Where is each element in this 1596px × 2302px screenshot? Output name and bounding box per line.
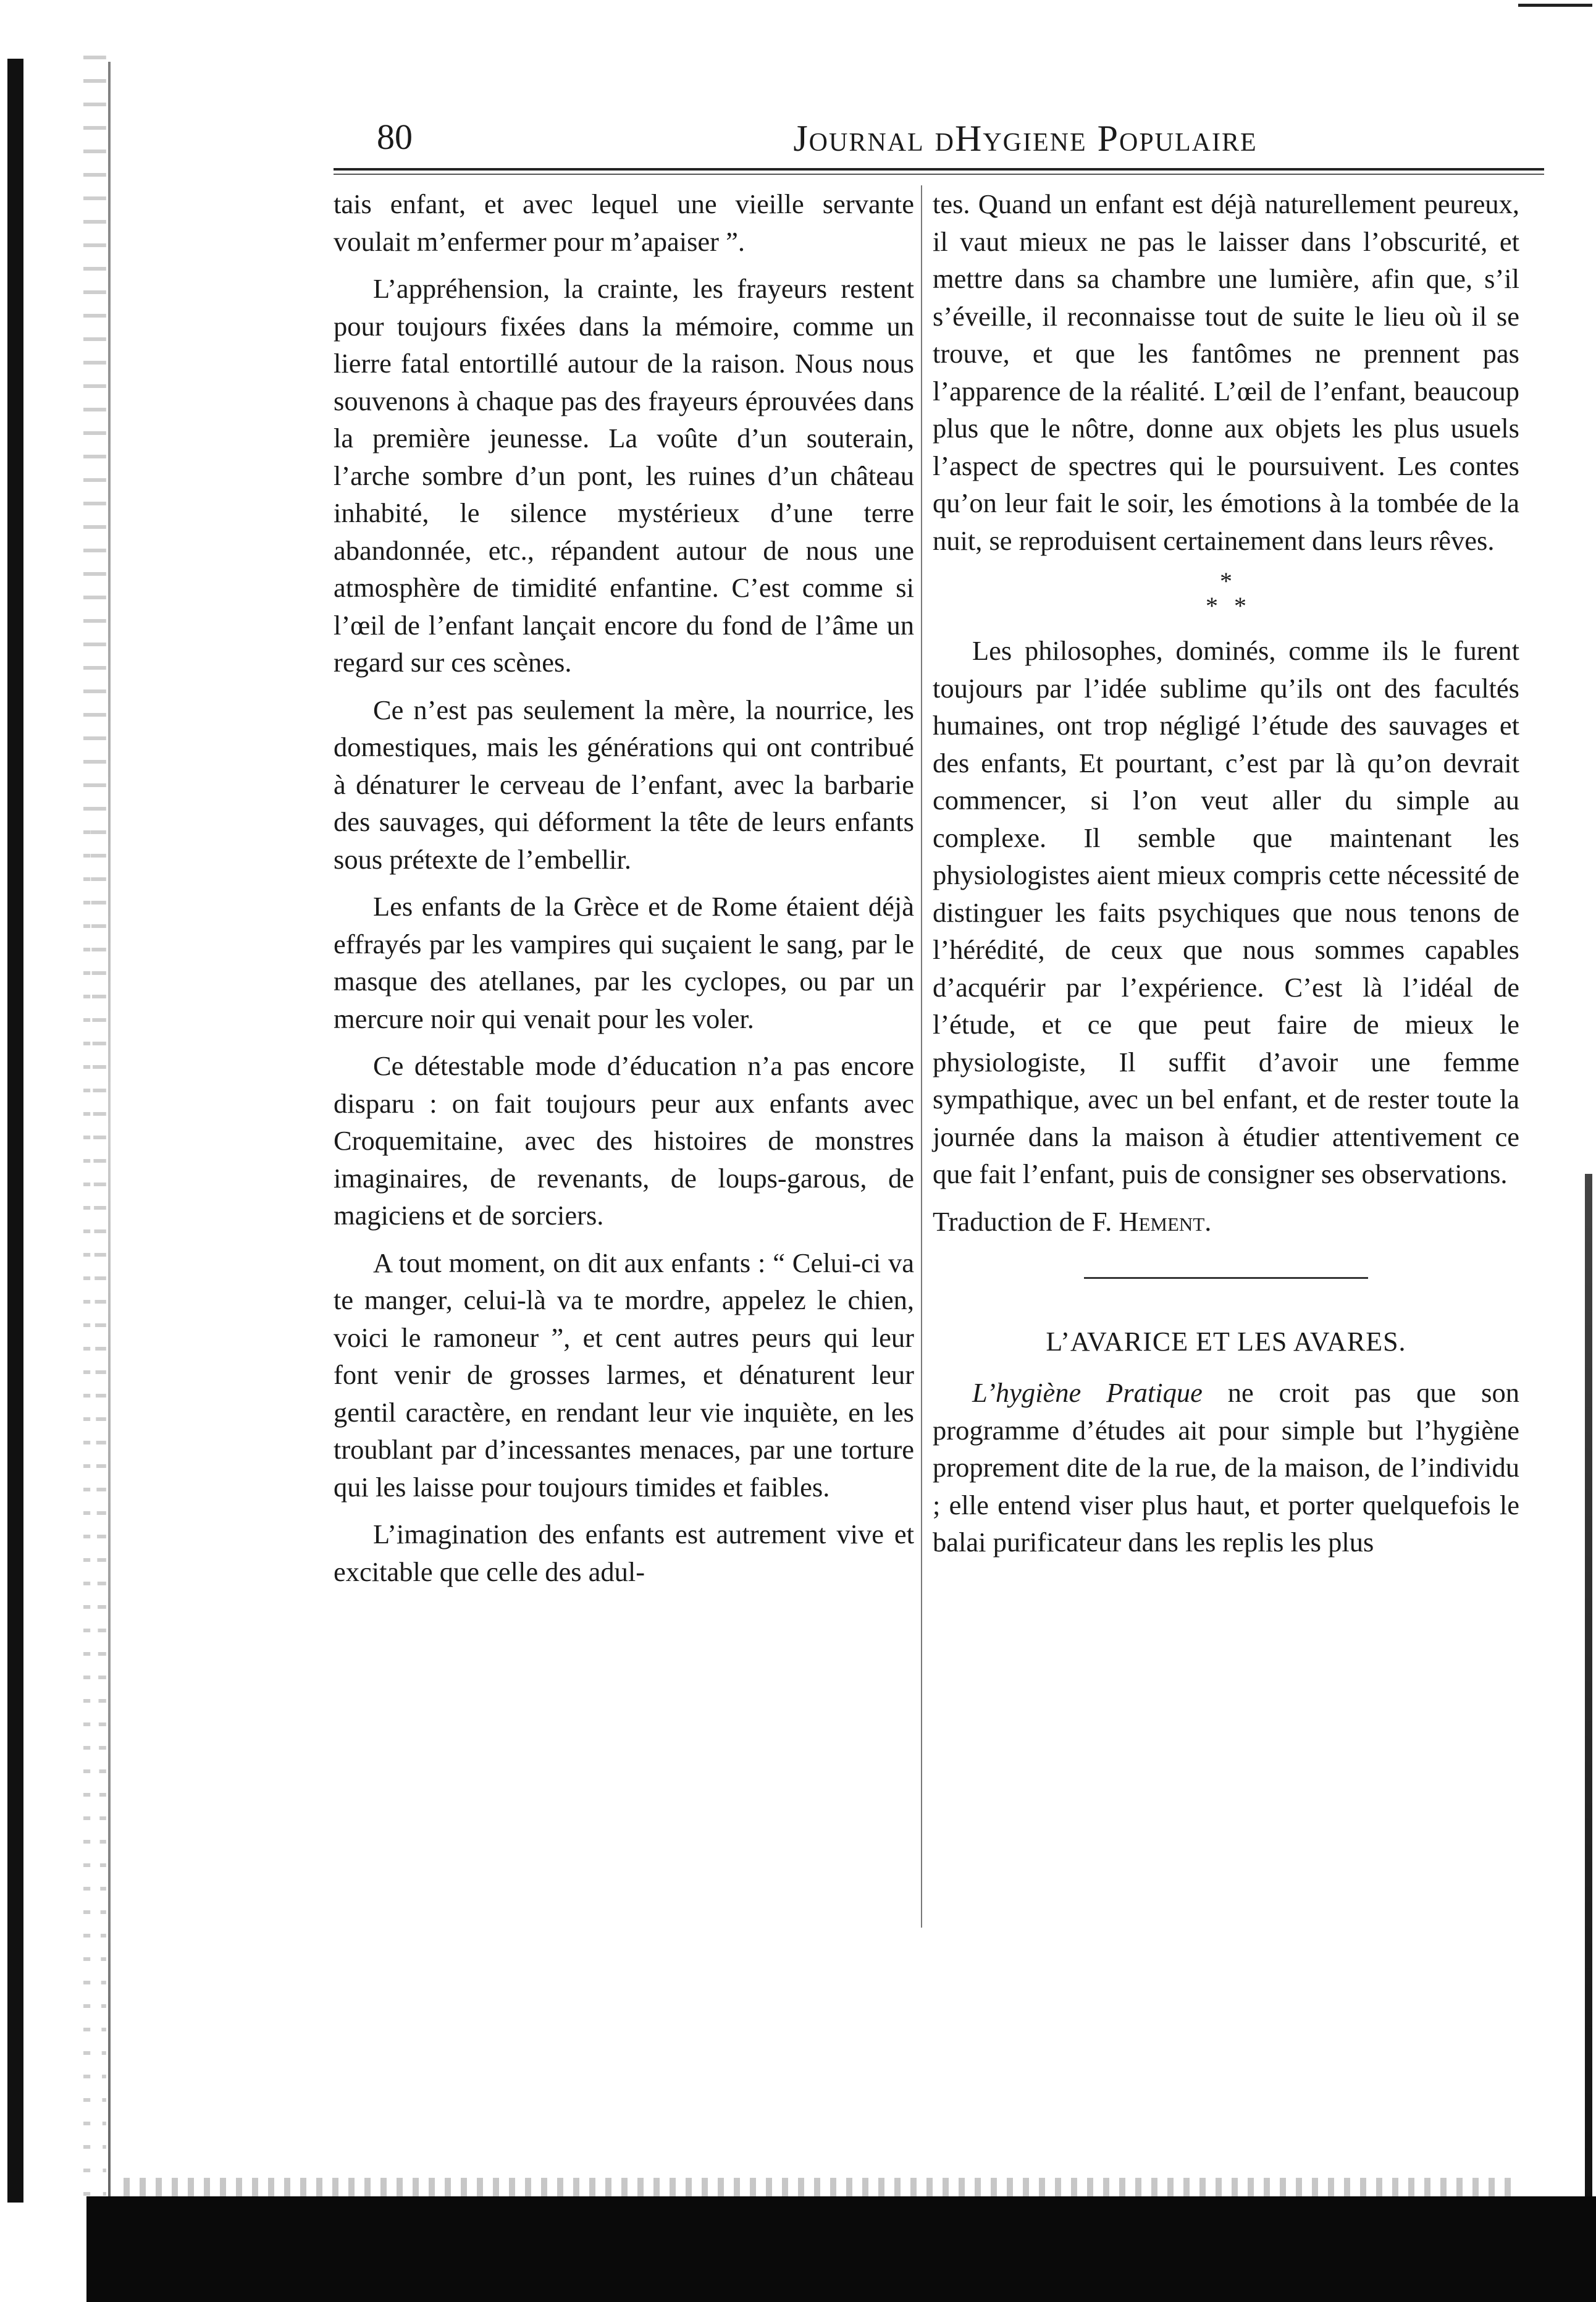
section-divider <box>1084 1277 1368 1279</box>
paragraph: Ce détestable mode d’éducation n’a pas encore disparu : on fait toujours peur aux enfants avec Croquemitaine, avec des histoires de monstres imaginaires, de revenants, de loups-garous, de magiciens et de sorciers. <box>334 1050 914 1231</box>
paragraph <box>933 1374 1519 1561</box>
signature-name: Hement. <box>1119 1205 1212 1237</box>
column-separator <box>921 185 922 1928</box>
paragraph: Les enfants de la Grèce et de Rome étaient déjà effrayés par les vampires qui suçaient le sang, par le masque des atellanes, par les cyclopes, ou par un mercure noir qui venait pour les voler. <box>334 891 914 1034</box>
scan-artifact-right <box>1585 1174 1592 2224</box>
header-rule-thin <box>334 174 1544 175</box>
translator-signature <box>933 1203 1519 1241</box>
scan-gutter-line <box>108 62 111 2199</box>
running-title: Journal dHygiene Populaire <box>793 118 1258 159</box>
page-number: 80 <box>377 117 413 157</box>
paragraph: Les philosophes, dominés, comme ils le furent toujours par l’idée sublime qu’ils ont des facultés humaines, ont trop négligé l’étude des sauvages et des enfants, Et pourtant, c’est par là qu’on devrait commencer, si l’on veut aller du simple au complexe. Il semble que maintenant les physiologistes aient mieux compris cette nécessité de distinguer les faits psychiques que nous tenons de l’hérédité, de ceux que nous sommes capables d’acquérir par l’expérience. C’est là l’idéal de l’étude, et ce que peut faire de mieux le physiologiste, Il suffit d’avoir une femme sympathique, avec un bel enfant, et de rester toute la journée dans la maison à étudier attentivement ce que fait l’enfant, puis de consigner ses observations. <box>933 635 1519 1189</box>
paragraph: tais enfant, et avec lequel une vieille servante voulait m’enfermer pour m’apaiser ”. <box>334 188 914 257</box>
right-column <box>933 185 1519 1571</box>
signature-prefix: Traduction de F. <box>933 1205 1112 1237</box>
asterism-top: * <box>1220 567 1232 595</box>
page-header <box>334 102 1556 158</box>
scan-binding-edge <box>7 59 23 2203</box>
asterism-bottom: ** <box>1206 592 1262 620</box>
paragraph: Ce n’est pas seulement la mère, la nourrice, les domestiques, mais les générations qui ont contribué à dénaturer le cerveau de l’enfant, avec la barbarie des sauvages, qui déforment la tête de leurs enfants sous prétexte de l’embellir. <box>334 694 914 875</box>
scan-artifact-bottom <box>86 2196 1596 2302</box>
paragraph: tes. Quand un enfant est déjà naturellement peureux, il vaut mieux ne pas le laisser dans l’obscurité, et mettre dans sa chambre une lumière, afin que, s’il s’éveille, il reconnaisse tout de suite le lieu où il se trouve, et que les fantômes ne prennent pas l’apparence de la réalité. L’œil de l’enfant, beaucoup plus que le nôtre, donne aux objets les plus usuels l’aspect de spectres qui le poursuivent. Les contes qu’on leur fait le soir, les émotions à la tombée de la nuit, se reproduisent certainement dans leurs rêves. <box>933 188 1519 556</box>
paragraph: L’imagination des enfants est autrement vive et excitable que celle des adul- <box>334 1519 914 1587</box>
scan-artifact-top <box>1518 4 1592 7</box>
paragraph-text: ne croit pas que son programme d’études ait pour simple but l’hygiène proprement dite de la rue, de la maison, de l’individu ; elle entend viser plus haut, et porter quelquefois le balai purificateur dans les replis les plus <box>933 1377 1520 1558</box>
journal-name: L’hygiène Pratique <box>972 1377 1203 1408</box>
header-rule <box>334 168 1544 171</box>
paragraph: L’appréhension, la crainte, les frayeurs restent pour toujours fixées dans la mémoire, comme un lierre fatal entortillé autour de la raison. Nous nous souvenons à chaque pas des frayeurs éprouvées dans la première jeunesse. La voûte d’un souterain, l’arche sombre d’un pont, les ruines d’un château inhabité, le silence mystérieux d’une terre abandonnée, etc., répandent autour de nous une atmosphère de timidité enfantine. C’est comme si l’œil de l’enfant lançait encore du fond de l’âme un regard sur ces scènes. <box>334 273 914 678</box>
paragraph: A tout moment, on dit aux enfants : “ Celui-ci va te manger, celui-là va te mordre, appelez le chien, voici le ramoneur ”, et cent autres peurs qui leur font venir de grosses larmes, et dénaturent leur gentil caractère, en rendant leur vie inquiète, en les troublant par d’incessantes menaces, par une torture qui les laisse pour toujours timides et faibles. <box>334 1247 914 1503</box>
asterism <box>933 569 1519 626</box>
section-title: L’AVARICE ET LES AVARES. <box>1046 1326 1406 1357</box>
left-column <box>334 185 914 1600</box>
